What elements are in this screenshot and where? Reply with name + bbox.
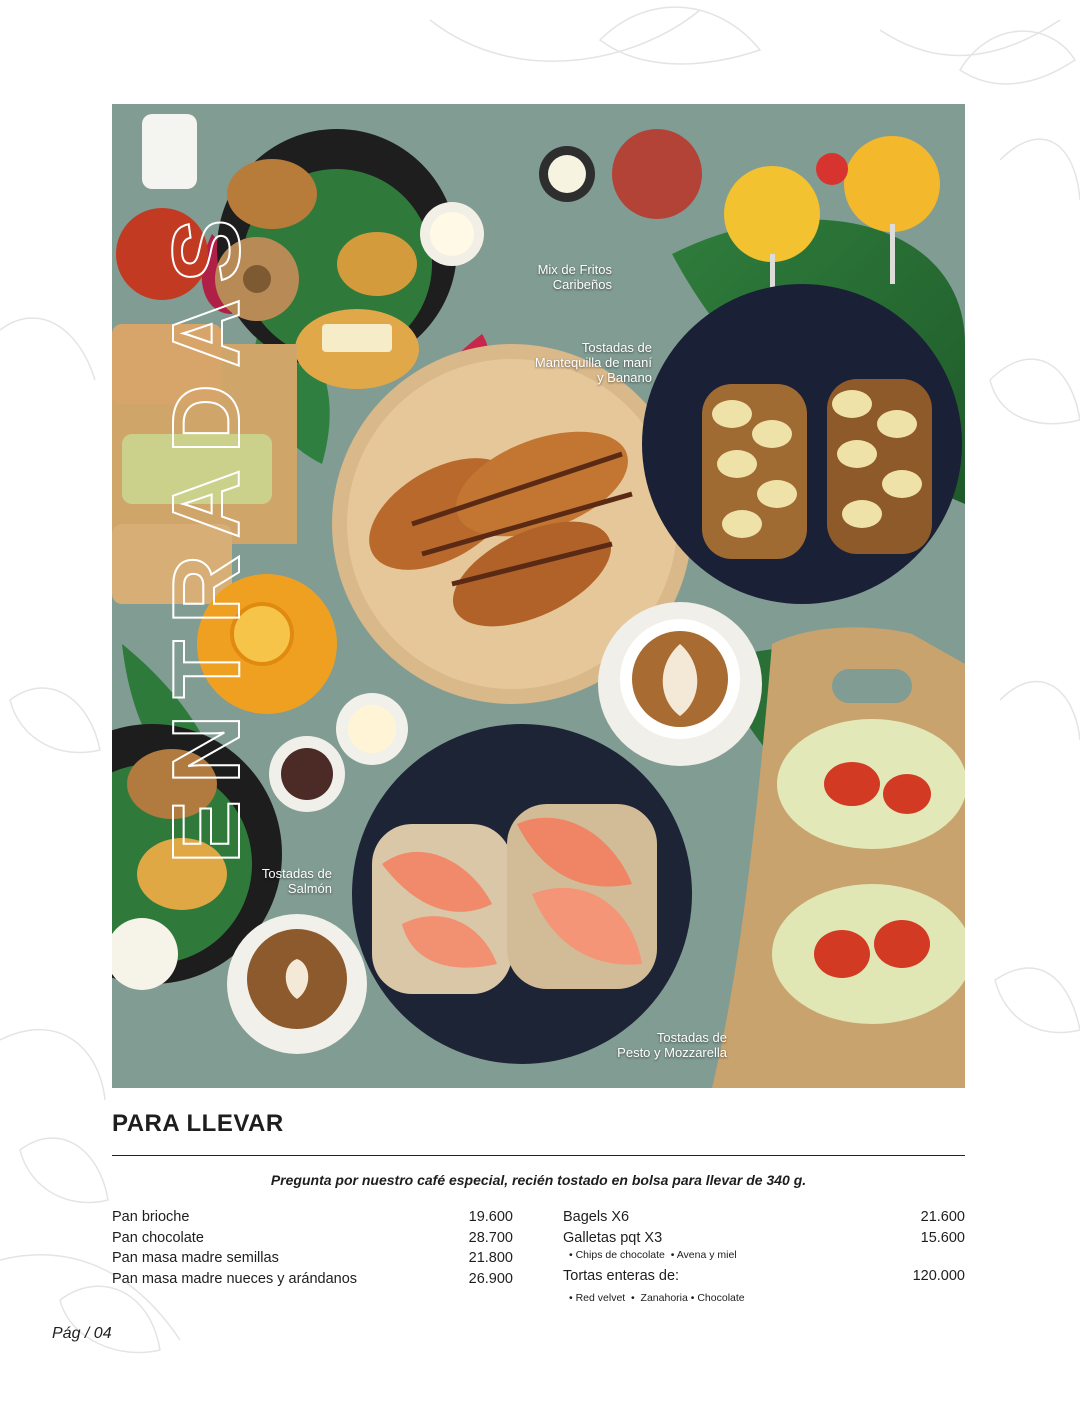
item-price: 19.600 — [468, 1209, 513, 1225]
list-item — [112, 1248, 513, 1269]
item-options: • Red velvet • Zanahoria • Chocolate — [569, 1291, 745, 1304]
food-photo — [112, 104, 965, 1088]
item-name: Pan masa madre nueces y arándanos — [112, 1270, 358, 1287]
item-name: Pan masa madre semillas — [112, 1250, 279, 1266]
label-tostadas-pesto: Tostadas de Pesto y Mozzarella — [617, 1030, 727, 1060]
entradas-vertical-title: ENTRADAS — [153, 202, 260, 864]
section-title: PARA LLEVAR — [112, 1110, 284, 1137]
item-name: Bagels X6 — [563, 1209, 630, 1225]
item-price: 21.800 — [468, 1250, 513, 1266]
item-price: 28.700 — [468, 1229, 513, 1246]
list-item — [112, 1207, 513, 1228]
item-price: 120.000 — [912, 1268, 965, 1284]
list-item — [563, 1266, 965, 1287]
section-divider — [112, 1155, 965, 1156]
item-name: Tortas enteras de: — [563, 1268, 680, 1284]
coffee-note: Pregunta por nuestro café especial, recién tostado en bolsa para llevar de 340 g. — [270, 1172, 807, 1188]
item-price: 26.900 — [468, 1270, 513, 1287]
label-tostadas-mani: Tostadas de Mantequilla de maní y Banano — [534, 340, 652, 385]
list-item — [112, 1269, 513, 1290]
list-item — [563, 1228, 965, 1249]
label-tostadas-salmon: Tostadas de Salmón — [261, 866, 332, 896]
item-name: Pan chocolate — [112, 1229, 204, 1246]
item-name: Pan brioche — [112, 1209, 190, 1225]
list-item — [563, 1207, 965, 1228]
item-name: Galletas pqt X3 — [563, 1229, 663, 1246]
price-list-left — [112, 1207, 513, 1289]
price-list-right — [563, 1207, 965, 1309]
item-price: 15.600 — [920, 1229, 965, 1246]
label-mix-fritos: Mix de Fritos Caribeños — [537, 262, 612, 292]
list-item — [112, 1228, 513, 1249]
item-options: • Chips de chocolate • Avena y miel — [569, 1249, 737, 1261]
item-price: 21.600 — [920, 1209, 965, 1225]
page-number: Pág / 04 — [52, 1325, 112, 1342]
